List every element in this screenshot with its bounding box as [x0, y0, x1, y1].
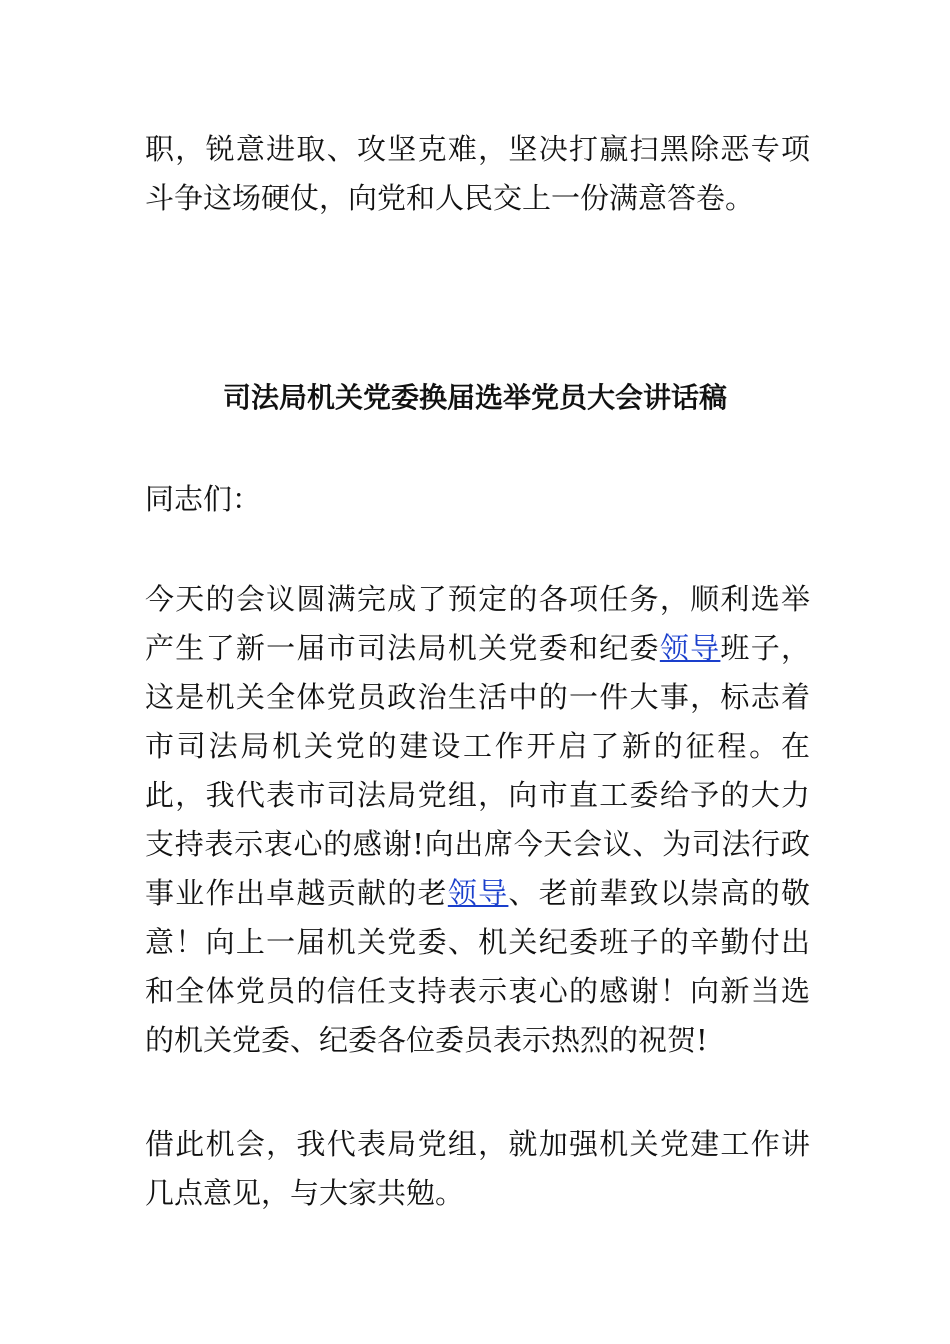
body-paragraph-2 — [145, 1120, 810, 1218]
salutation: 同志们： — [145, 482, 262, 516]
body1-text-part2: 班子，这是机关全体党员政治生活中的一件大事，标志着市司法局机关党的建设工作开启了新的征程。在此，我代表市司法局党组，向市直工委给予的大力支持表示衷心的感谢!向出席今天会议、为司法行政事业作出卓越贡献的老 — [145, 631, 810, 910]
leadership-link-1[interactable]: 领导 — [659, 631, 721, 665]
body-paragraph-1 — [145, 575, 810, 1065]
body1-text-part3: 、老前辈致以崇高的敬意！向上一届机关党委、机关纪委班子的辛勤付出和全体党员的信任支持表示衷心的感谢！向新当选的机关党委、纪委各位委员表示热烈的祝贺! — [145, 876, 810, 1057]
document-title: 司法局机关党委换届选举党员大会讲话稿 — [222, 381, 727, 414]
leadership-link-2[interactable]: 领导 — [447, 876, 509, 910]
intro-text: 职，锐意进取、攻坚克难，坚决打赢扫黑除恶专项斗争这场硬仗，向党和人民交上一份满意答卷。 — [145, 132, 810, 215]
intro-paragraph — [145, 125, 810, 223]
body2-text: 借此机会，我代表局党组，就加强机关党建工作讲几点意见，与大家共勉。 — [145, 1127, 810, 1210]
body1-text-part1: 今天的会议圆满完成了预定的各项任务，顺利选举产生了新一届市司法局机关党委和纪委 — [145, 582, 810, 665]
